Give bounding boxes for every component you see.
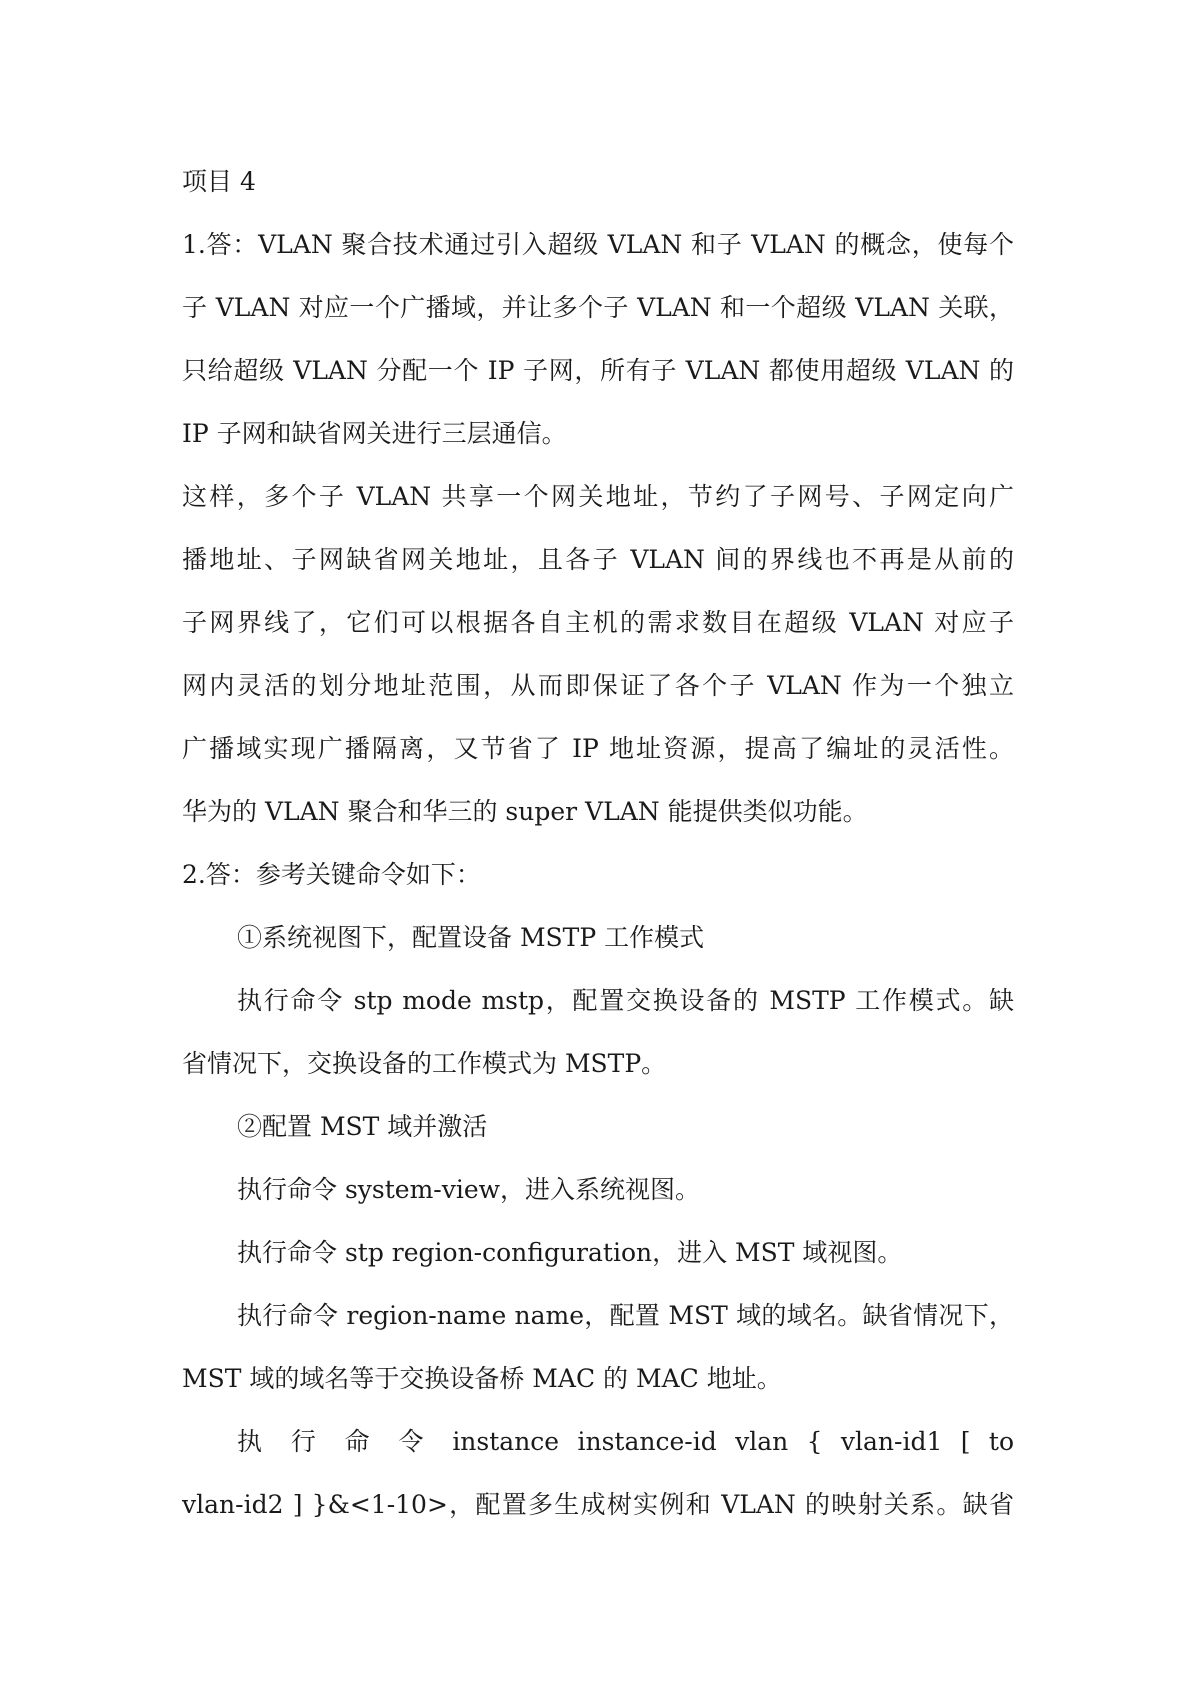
paragraph-line: 只给超级 VLAN 分配一个 IP 子网，所有子 VLAN 都使用超级 VLAN 的 [182,356,1014,385]
step-1-heading: ①系统视图下，配置设备 MSTP 工作模式 [237,923,705,952]
command-instance: 执 行 命 令 instance instance-id vlan { vlan-id1 [ to [237,1427,1014,1456]
section-title: 项目 4 [182,167,256,196]
answer-1 [182,213,1014,843]
paragraph-line: 子 VLAN 对应一个广播域，并让多个子 VLAN 和一个超级 VLAN 关联， [182,293,1014,322]
answer-2-intro: 2.答：参考关键命令如下： [182,860,481,889]
step-1-text: 省情况下，交换设备的工作模式为 MSTP。 [182,1049,667,1078]
paragraph-line: 1.答：VLAN 聚合技术通过引入超级 VLAN 和子 VLAN 的概念，使每个 [182,230,1014,259]
paragraph-line: 这样，多个子 VLAN 共享一个网关地址，节约了子网号、子网定向广 [182,482,1014,511]
paragraph-line: IP 子网和缺省网关进行三层通信。 [182,419,567,448]
command-system-view: 执行命令 system-view，进入系统视图。 [237,1175,701,1204]
answer-2 [182,843,1014,1536]
document-page [182,150,1014,1536]
step-2-heading: ②配置 MST 域并激活 [237,1112,488,1141]
paragraph-line: 子网界线了，它们可以根据各自主机的需求数目在超级 VLAN 对应子 [182,608,1014,637]
command-region-name: MST 域的域名等于交换设备桥 MAC 的 MAC 地址。 [182,1364,782,1393]
command-instance: vlan-id2 ] }&<1-10>，配置多生成树实例和 VLAN 的映射关系。缺省 [182,1490,1014,1519]
paragraph-line: 广播域实现广播隔离，又节省了 IP 地址资源，提高了编址的灵活性。 [182,734,1014,763]
command-region-name: 执行命令 region-name name，配置 MST 域的域名。缺省情况下， [237,1301,1014,1330]
paragraph-line: 播地址、子网缺省网关地址，且各子 VLAN 间的界线也不再是从前的 [182,545,1014,574]
step-1-text: 执行命令 stp mode mstp，配置交换设备的 MSTP 工作模式。缺 [237,986,1014,1015]
command-region-configuration: 执行命令 stp region-configuration，进入 MST 域视图。 [237,1238,903,1267]
paragraph-line: 网内灵活的划分地址范围，从而即保证了各个子 VLAN 作为一个独立 [182,671,1014,700]
paragraph-line: 华为的 VLAN 聚合和华三的 super VLAN 能提供类似功能。 [182,797,868,826]
